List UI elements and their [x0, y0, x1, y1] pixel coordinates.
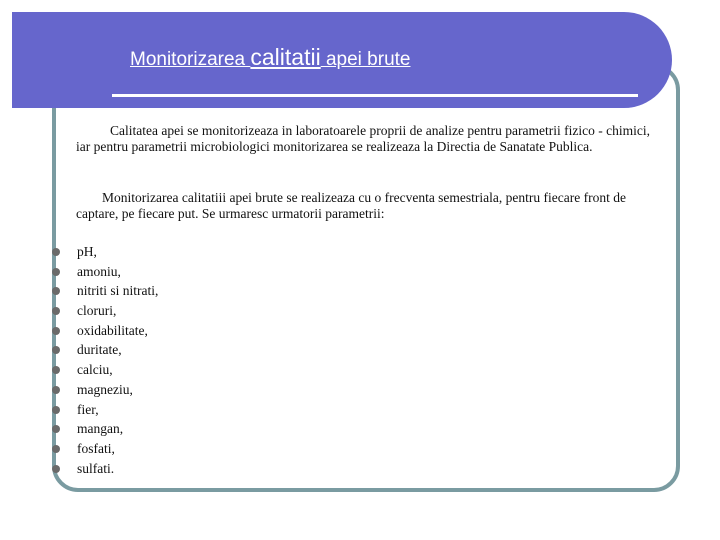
title-part-2: calitatii: [250, 44, 321, 70]
slide-title: [130, 44, 630, 71]
list-item: [52, 360, 158, 380]
list-item: [52, 340, 158, 360]
list-item: [52, 419, 158, 439]
parameters-list: [52, 242, 158, 478]
bullet-icon: [52, 386, 60, 394]
bullet-icon: [52, 346, 60, 354]
list-item: [52, 380, 158, 400]
bullet-icon: [52, 406, 60, 414]
bullet-icon: [52, 307, 60, 315]
bullet-icon: [52, 425, 60, 433]
parameter-label: nitriti si nitrati,: [77, 283, 159, 299]
parameter-label: sulfati.: [77, 460, 115, 476]
list-item: [52, 321, 158, 341]
bullet-icon: [52, 268, 60, 276]
parameter-label: fier,: [77, 401, 99, 417]
list-item: [52, 459, 158, 479]
title-part-3: apei brute: [320, 49, 411, 70]
parameter-label: fosfati,: [77, 440, 115, 456]
list-item: [52, 439, 158, 459]
bullet-icon: [52, 465, 60, 473]
list-item: [52, 301, 158, 321]
bullet-icon: [52, 287, 60, 295]
list-item: [52, 281, 158, 301]
parameter-label: calciu,: [77, 362, 113, 378]
title-part-1: Monitorizarea: [130, 49, 251, 70]
parameter-label: magneziu,: [77, 381, 133, 397]
parameter-label: amoniu,: [77, 263, 121, 279]
paragraph-frequency: Monitorizarea calitatiii apei brute se realizeaza cu o frecventa semestriala, pentru fiecare front de captare, pe fiecare put. Se urmaresc urmatorii parametrii:: [76, 190, 626, 221]
header-divider: [112, 94, 638, 97]
list-item: [52, 242, 158, 262]
paragraph-intro: Calitatea apei se monitorizeaza in laboratoarele proprii de analize pentru parametrii fizico - chimici, iar pentru parametrii microbiologici monitorizarea se realizeaza la Directia de Sanatate Publica.: [76, 123, 650, 154]
parameter-label: oxidabilitate,: [77, 322, 148, 338]
bullet-icon: [52, 445, 60, 453]
bullet-icon: [52, 366, 60, 374]
bullet-icon: [52, 248, 60, 256]
parameter-label: duritate,: [77, 342, 122, 358]
list-item: [52, 400, 158, 420]
parameter-label: cloruri,: [77, 303, 117, 319]
parameter-label: mangan,: [77, 421, 124, 437]
parameter-label: pH,: [77, 244, 97, 259]
list-item: [52, 262, 158, 282]
bullet-icon: [52, 327, 60, 335]
